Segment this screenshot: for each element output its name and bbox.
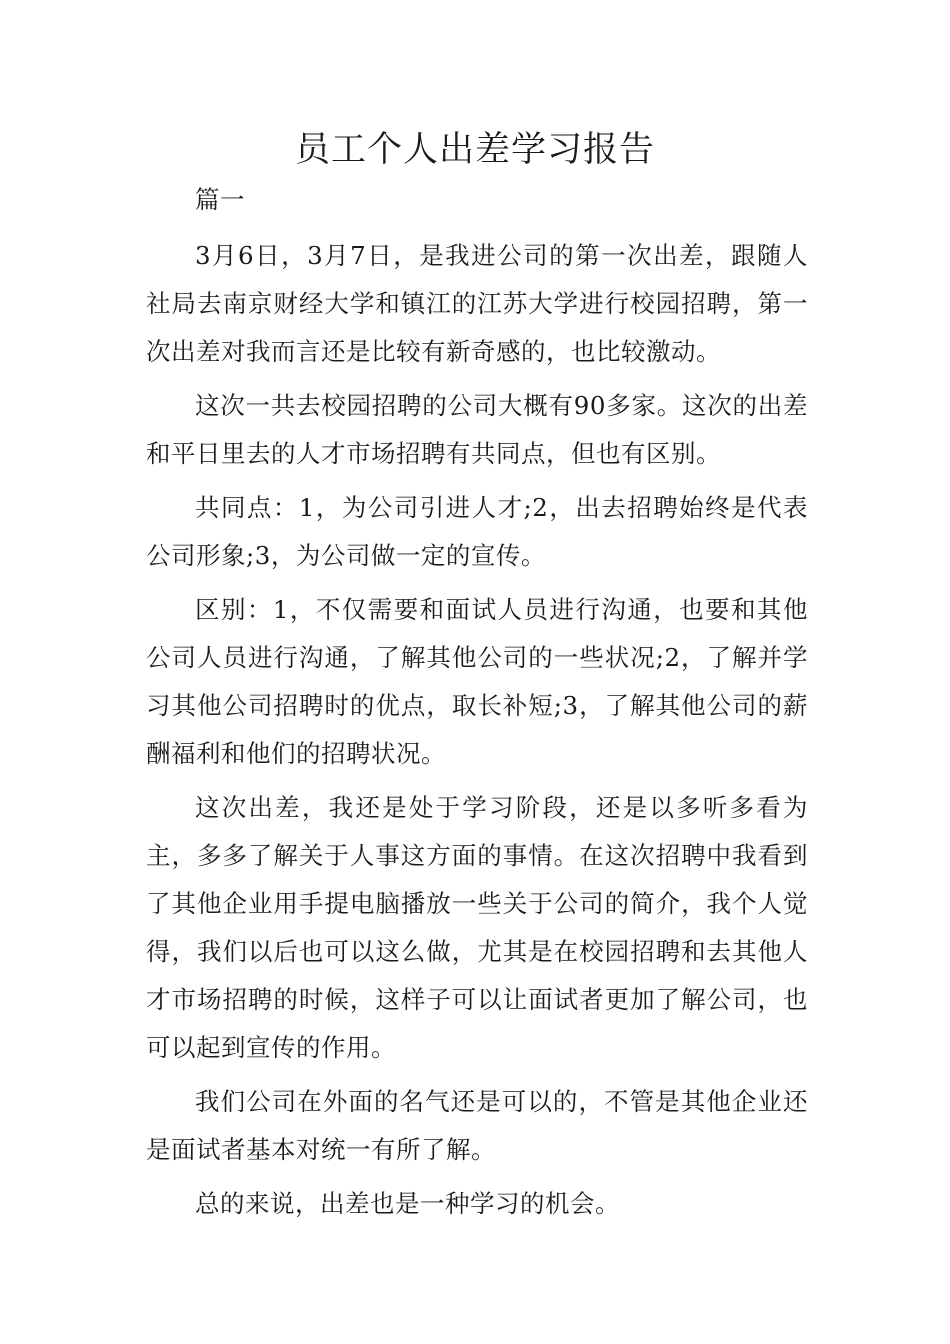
paragraph: 我们公司在外面的名气还是可以的，不管是其他企业还是面试者基本对统一有所了解。	[146, 1087, 808, 1164]
section-label: 篇一	[195, 185, 245, 214]
paragraph: 这次一共去校园招聘的公司大概有90多家。这次的出差和平日里去的人才市场招聘有共同点，但也有区别。	[146, 391, 808, 468]
paragraph: 总的来说，出差也是一种学习的机会。	[195, 1189, 620, 1218]
paragraph: 区别：1，不仅需要和面试人员进行沟通，也要和其他公司人员进行沟通，了解其他公司的一些状况;2，了解并学习其他公司招聘时的优点，取长补短;3，了解其他公司的薪酬福利和他们的招聘状况。	[146, 595, 808, 768]
paragraph: 共同点：1，为公司引进人才;2，出去招聘始终是代表公司形象;3，为公司做一定的宣传。	[146, 493, 808, 570]
paragraph: 3月6日，3月7日，是我进公司的第一次出差，跟随人社局去南京财经大学和镇江的江苏大学进行校园招聘，第一次出差对我而言还是比较有新奇感的，也比较激动。	[146, 241, 808, 366]
document-title: 员工个人出差学习报告	[294, 130, 655, 170]
paragraph: 这次出差，我还是处于学习阶段，还是以多听多看为主，多多了解关于人事这方面的事情。在这次招聘中我看到了其他企业用手提电脑播放一些关于公司的简介，我个人觉得，我们以后也可以这么做，尤其是在校园招聘和去其他人才市场招聘的时候，这样子可以让面试者更加了解公司，也可以起到宣传的作用。	[146, 793, 808, 1062]
document-body	[146, 176, 808, 1234]
